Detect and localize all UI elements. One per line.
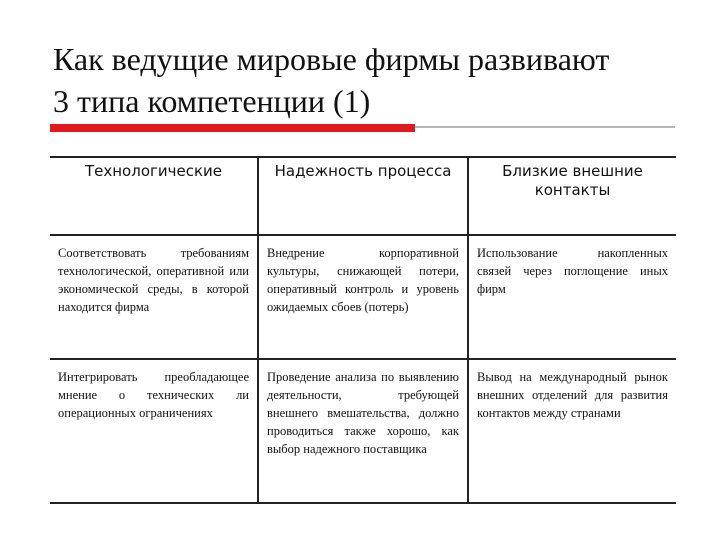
title-divider-rule	[415, 126, 675, 128]
table-header-row	[50, 157, 676, 235]
slide-title	[53, 38, 693, 122]
title-accent-rule	[50, 124, 415, 132]
table-cell: Использование накопленных связей через поглощение иных фирм	[468, 235, 676, 359]
header-external-contacts: Близкие внешние контакты	[468, 157, 676, 235]
table-cell: Проведение анализа по выявлению деятельности, требующей внешнего вмешательства, должно проводиться также хорошо, как выбор надежного поставщика	[258, 359, 468, 503]
header-technological: Технологические	[50, 157, 258, 235]
table-cell: Интегрировать преобладающее мнение о технических ли операционных ограничениях	[50, 359, 258, 503]
competence-table	[50, 156, 676, 504]
header-process-reliability: Надежность процесса	[258, 157, 468, 235]
table-cell: Вывод на международный рынок внешних отделений для развития контактов между странами	[468, 359, 676, 503]
table-row	[50, 359, 676, 503]
slide-title-line-2: 3 типа компетенции (1)	[53, 83, 371, 119]
table-cell: Соответствовать требованиям технологической, оперативной или экономической среды, в которой находится фирма	[50, 235, 258, 359]
table-cell: Внедрение корпоративной культуры, снижающей потери, оперативный контроль и уровень ожидаемых сбоев (потерь)	[258, 235, 468, 359]
table-row	[50, 235, 676, 359]
slide-title-line-1: Как ведущие мировые фирмы развивают	[53, 41, 610, 77]
